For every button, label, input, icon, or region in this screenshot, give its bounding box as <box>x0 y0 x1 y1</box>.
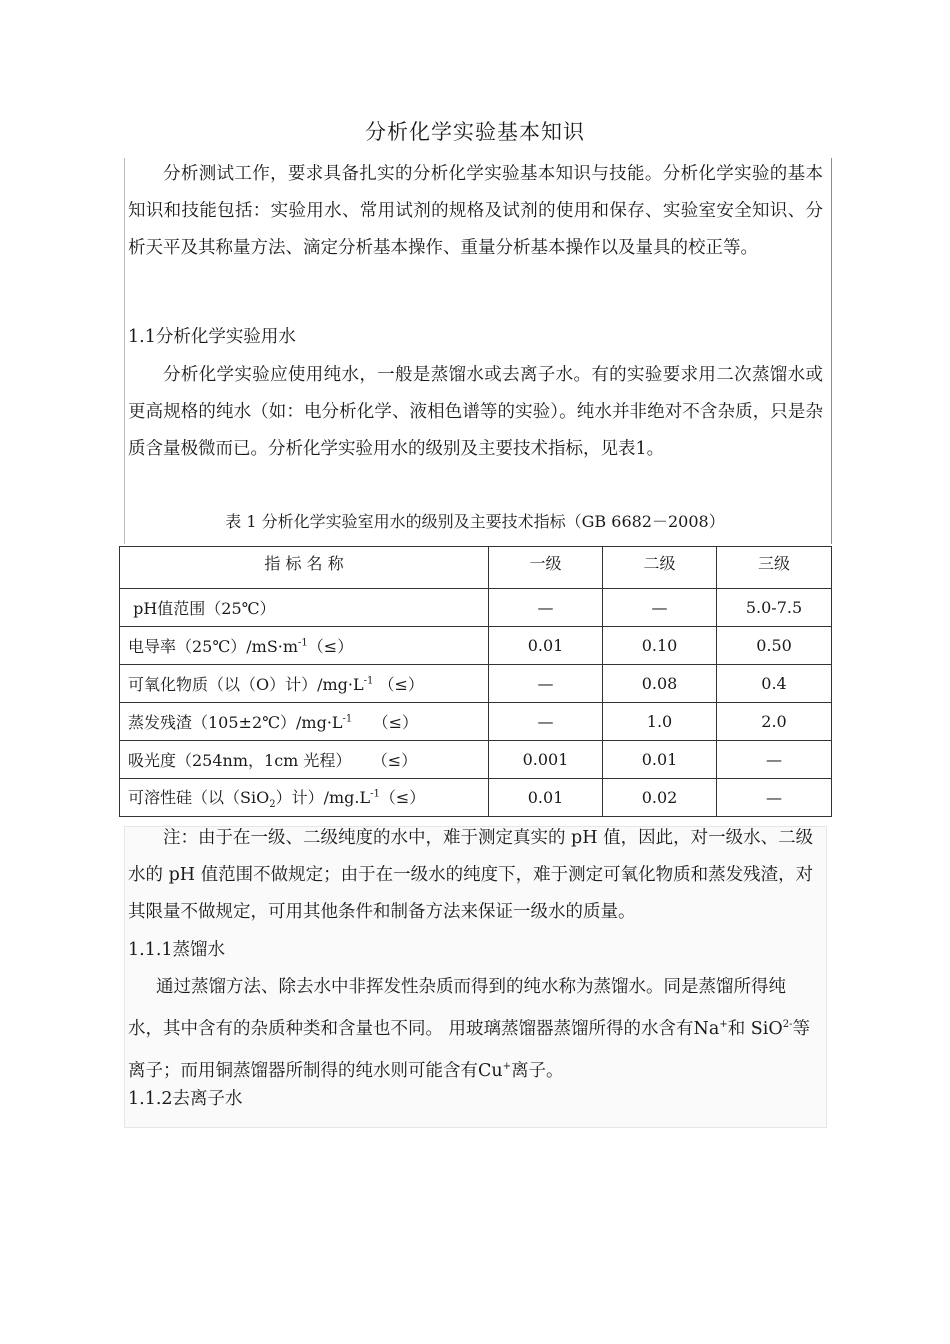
row-value-grade-1: 0.01 <box>489 779 603 817</box>
row-value-grade-1: — <box>489 589 603 627</box>
distilled-water-paragraph <box>128 969 818 1090</box>
water-spec-table <box>119 546 832 817</box>
water-paragraph: 分析化学实验应使用纯水，一般是蒸馏水或去离子水。有的实验要求用二次蒸馏水或更高规格的纯水（如：电分析化学、液相色谱等的实验）。纯水并非绝对不含杂质，只是杂质含量极微而已。分析化学实验用水的级别及主要技术指标，见表1。 <box>128 365 823 459</box>
table-row <box>120 703 832 741</box>
row-name-text: 可氧化物质（以（O）计）/mg·L <box>128 675 364 694</box>
row-value-grade-3: 0.4 <box>717 665 832 703</box>
row-name: pH值范围（25℃） <box>120 589 489 627</box>
row-name-superscript: -1 <box>298 637 308 649</box>
header-grade-2: 二级 <box>603 547 717 589</box>
row-name-text: 电导率（25℃）/mS·m <box>128 637 299 656</box>
header-indicator: 指 标 名 称 <box>120 547 489 589</box>
row-name-superscript: -1 <box>363 675 374 687</box>
intro-paragraph: 分析测试工作，要求具备扎实的分析化学实验基本知识与技能。分析化学实验的基本知识和技能包括：实验用水、常用试剂的规格及试剂的使用和保存、实验室安全知识、分析天平及其称量方法、滴定分析基本操作、重量分析基本操作以及量具的校正等。 <box>128 164 823 258</box>
paragraph-text: 离子。 <box>511 1060 564 1081</box>
ion-charge-superscript: + <box>502 1060 512 1072</box>
section-heading-1-1-1: 1.1.1蒸馏水 <box>128 940 226 960</box>
ion-charge-superscript: 2- <box>782 1019 793 1030</box>
row-name-subscript: 2 <box>269 799 276 811</box>
row-name-suffix: （≤） <box>379 787 426 807</box>
header-grade-1: 一级 <box>489 547 603 589</box>
row-name <box>120 779 489 817</box>
row-name-superscript: -1 <box>370 788 380 800</box>
paragraph-text: 等离子；而用铜蒸馏器所制得的纯水则可能含有Cu <box>128 1018 810 1081</box>
page-title: 分析化学实验基本知识 <box>365 120 585 144</box>
row-name: 吸光度（254nm，1cm 光程） （≤） <box>120 741 489 779</box>
section-heading-1-1: 1.1分析化学实验用水 <box>128 327 296 347</box>
table-caption: 表 1 分析化学实验室用水的级别及主要技术指标（GB 6682－2008） <box>225 512 725 531</box>
row-value-grade-2: — <box>603 589 717 627</box>
row-value-grade-2: 0.01 <box>603 741 717 779</box>
row-value-grade-1: 0.01 <box>489 627 603 665</box>
ion-charge-superscript: + <box>719 1019 728 1030</box>
section-heading-1-1-2: 1.1.2去离子水 <box>128 1089 243 1109</box>
paragraph-text: 通过蒸馏方法、除去水中非挥发性杂质而得到的纯水称为蒸馏水。同是蒸馏所得纯水，其中含有的杂质种类和含量也不同。 用玻璃蒸馏器蒸馏所得的水含有Na <box>128 977 786 1039</box>
row-value-grade-2: 0.10 <box>603 627 717 665</box>
row-name-text: 可溶性硅（以（SiO <box>128 787 270 807</box>
table-row <box>120 741 832 779</box>
table-row <box>120 589 832 627</box>
row-value-grade-1: 0.001 <box>489 741 603 779</box>
table-header-row <box>120 547 832 589</box>
row-name <box>120 627 489 665</box>
row-value-grade-3: — <box>717 741 832 779</box>
row-value-grade-3: — <box>717 779 832 817</box>
row-value-grade-3: 0.50 <box>717 627 832 665</box>
table-row <box>120 665 832 703</box>
row-name <box>120 665 489 703</box>
row-name-superscript: -1 <box>342 713 353 725</box>
row-value-grade-1: — <box>489 665 603 703</box>
paragraph-text: 和 SiO <box>727 1018 783 1039</box>
row-name-suffix: （≤） <box>352 713 419 732</box>
row-value-grade-3: 2.0 <box>717 703 832 741</box>
row-name-middle: ）计）/mg.L <box>275 787 371 807</box>
row-value-grade-1: — <box>489 703 603 741</box>
row-value-grade-2: 0.08 <box>603 665 717 703</box>
table-row <box>120 627 832 665</box>
row-value-grade-2: 1.0 <box>603 703 717 741</box>
header-grade-3: 三级 <box>717 547 832 589</box>
row-name-text: 蒸发残渣（105±2℃）/mg·L <box>128 713 343 732</box>
row-name <box>120 703 489 741</box>
table-row <box>120 779 832 817</box>
row-name-suffix: （≤） <box>373 675 424 694</box>
row-value-grade-3: 5.0-7.5 <box>717 589 832 627</box>
row-name-suffix: （≤） <box>307 637 354 656</box>
note-paragraph: 注：由于在一级、二级纯度的水中，难于测定真实的 pH 值，因此，对一级水、二级水的 pH 值范围不做规定；由于在一级水的纯度下，难于测定可氧化物质和蒸发残渣，对其限量不做规定，可用其他条件和制备方法来保证一级水的质量。 <box>128 828 814 922</box>
row-value-grade-2: 0.02 <box>603 779 717 817</box>
